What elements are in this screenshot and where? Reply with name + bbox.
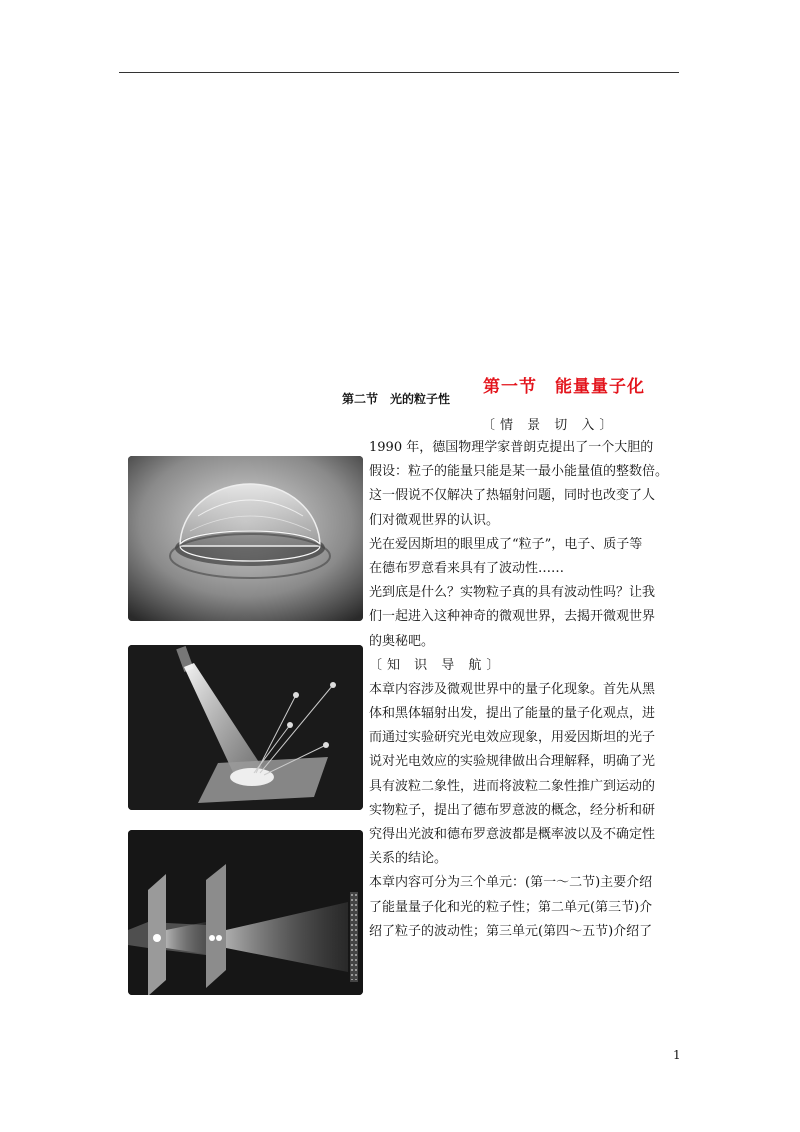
body-line: 究得出光波和德布罗意波都是概率波以及不确定性 <box>369 827 656 842</box>
photoelectric-photo <box>128 645 363 810</box>
body-line: 光到底是什么？实物粒子真的具有波动性吗？让我 <box>369 585 656 601</box>
scenario-heading: 〔情 景 切 入〕 <box>482 418 618 433</box>
chapter-title: 第一节 能量量子化 <box>483 377 645 397</box>
body-line: 的奥秘吧。 <box>369 633 435 649</box>
body-line: 光在爱因斯坦的眼里成了“粒子”，电子、质子等 <box>369 536 643 552</box>
body-line: 体和黑体辐射出发，提出了能量的量子化观点，进 <box>369 706 656 722</box>
body-line: 这一假说不仅解决了热辐射问题，同时也改变了人 <box>369 488 656 504</box>
body-line: 绍了粒子的波动性；第三单元(第四～五节)介绍了 <box>369 923 653 939</box>
body-text <box>369 436 689 944</box>
dome-photo <box>128 456 363 621</box>
body-line: 1990 年，德国物理学家普朗克提出了一个大胆的 <box>369 440 654 455</box>
page-number: 1 <box>673 1048 681 1062</box>
body-line: 本章内容可分为三个单元：(第一～二节)主要介绍 <box>369 875 653 891</box>
body-line: 说对光电效应的实验规律做出合理解释，明确了光 <box>369 754 656 770</box>
body-line: 具有波粒二象性，进而将波粒二象性推广到运动的 <box>369 778 656 794</box>
body-line: 实物粒子，提出了德布罗意波的概念，经分析和研 <box>369 802 656 818</box>
body-line: 本章内容涉及微观世界中的量子化现象。首先从黑 <box>369 681 656 697</box>
body-line: 们对微观世界的认识。 <box>369 512 500 528</box>
body-line: 了能量量子化和光的粒子性；第二单元(第三节)介 <box>369 899 653 915</box>
header-rule <box>119 72 679 73</box>
section-subtitle: 第二节 光的粒子性 <box>342 392 451 406</box>
body-line: 假设：粒子的能量只能是某一最小能量值的整数倍。 <box>369 464 669 480</box>
body-line: 关系的结论。 <box>369 851 448 867</box>
double-slit-photo <box>128 830 363 995</box>
body-line: 而通过实验研究光电效应现象，用爱因斯坦的光子 <box>369 730 656 746</box>
body-line: 们一起进入这种神奇的微观世界，去揭开微观世界 <box>369 609 656 625</box>
body-line: 在德布罗意看来具有了波动性…… <box>369 560 565 576</box>
guide-heading: 〔知 识 导 航〕 <box>369 657 505 673</box>
